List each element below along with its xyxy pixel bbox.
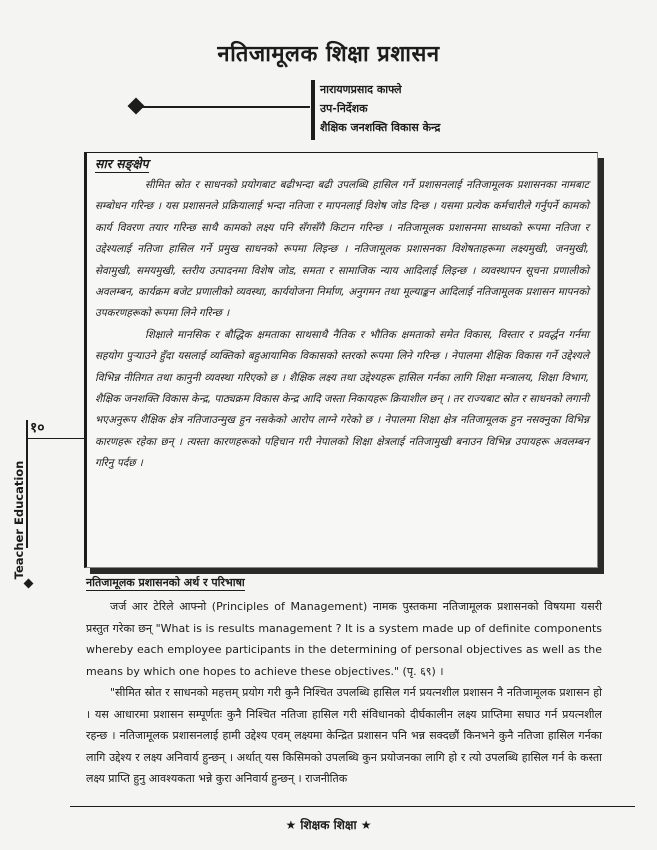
page-number: १० bbox=[30, 420, 45, 436]
footer-rule bbox=[70, 806, 635, 807]
page-number-rule bbox=[26, 438, 86, 439]
author-block bbox=[320, 80, 440, 137]
abstract-box bbox=[84, 152, 598, 568]
author-bar bbox=[311, 80, 315, 140]
abstract-paragraph: सीमित स्रोत र साधनको प्रयोगबाट बढीभन्दा बढी उपलब्धि हासिल गर्ने प्रशासनलाई नतिजामूलक प्रशासनका नामबाट सम्बोधन गरिन्छ । यस प्रशासनले प्रक्रियालाई भन्दा नतिजा र मापनलाई विशेष जोड दिन्छ । यसमा प्रत्येक कर्मचारीले गर्नुपर्ने कामको कार्य विवरण तयार गरिन्छ साथै कामको लक्ष्य पनि सँगसँगै किटान गरिन्छ । नतिजामूलक प्रशासनमा साध्यको रूपमा नतिजा र उद्देश्यलाई नतिजा हासिल गर्ने प्रमुख साधनको रूपमा लिइन्छ । नतिजामूलक प्रशासनका विशेषताहरूमा लक्ष्यमुखी, जनमुखी, सेवामुखी, समयमुखी, स्तरीय उत्पादनमा विशेष जोड, समता र सामाजिक न्याय आदिलाई लिइन्छ । व्यवस्थापन सूचना प्रणालीको अवलम्बन, कार्यक्रम बजेट प्रणालीको व्यवस्था, कार्ययोजना निर्माण, अनुगमन तथा मूल्याङ्कन आदिलाई नतिजामूलक प्रशासन मापनको उपकरणहरूको रूपमा लिने गरिन्छ । bbox=[95, 179, 589, 320]
section-body bbox=[86, 596, 602, 790]
author-rule bbox=[138, 106, 310, 108]
author-position: उप-निर्देशक bbox=[320, 102, 368, 115]
footer-publication: ★ शिक्षक शिक्षा ★ bbox=[285, 818, 372, 832]
body-paragraph: जर्ज आर टेरिले आफ्नो (Principles of Management) नामक पुस्तकमा नतिजामूलक प्रशासनको विषयमा यसरी प्रस्तुत गरेका छन् "What is is results management ? It is a system made up of definite components whereby each employee participants in the determining of personal objectives as well as the means by which one hopes to achieve these objectives." (पृ. ६९) । bbox=[86, 600, 602, 678]
section-heading: नतिजामूलक प्रशासनको अर्थ र परिभाषा bbox=[86, 576, 245, 589]
abstract-heading: सार सङ्क्षेप bbox=[95, 156, 149, 171]
author-name: नारायणप्रसाद काफ्ले bbox=[320, 83, 402, 96]
journal-side-label: Teacher Education bbox=[12, 460, 26, 580]
body-paragraph: "सीमित स्रोत र साधनको महत्तम् प्रयोग गरी कुनै निश्चित उपलब्धि हासिल गर्न प्रयत्नशील प्रशासन नै नतिजामूलक प्रशासन हो । यस आधारमा प्रशासन सम्पूर्णतः कुनै निश्चित नतिजा हासिल गरी संविधानको दीर्घकालीन लक्ष्य प्राप्तिमा सघाउ गर्न प्रयत्नशील रहन्छ । नतिजामूलक प्रशासनलाई हामी उद्देश्य एवम् लक्ष्यमा केन्द्रित प्रशासन पनि भन्न सक्दछौं किनभने कुनै नतिजा हासिल गर्नका लागि उद्देश्य र लक्ष्य अनिवार्य हुन्छन् । अर्थात् यस किसिमको उपलब्धि कुन प्रयोजनका लागि हो र त्यो उपलब्धि हासिल गर्न के कस्ता लक्ष्य प्राप्ति हुनु आवश्यकता भन्ने कुरा अनिवार्य हुन्छन् । राजनीतिक bbox=[86, 686, 602, 785]
abstract-paragraph: शिक्षाले मानसिक र बौद्धिक क्षमताका साथसाथै नैतिक र भौतिक क्षमताको समेत विकास, विस्तार र प्रवर्द्धन गर्नमा सहयोग पुऱ्याउने हुँदा यसलाई व्यक्तिको बहुआयामिक विकासको स्तरको रूपमा लिने गरिन्छ । नेपालमा शैक्षिक विकास गर्ने उद्देश्यले विभिन्न नीतिगत तथा कानुनी व्यवस्था गरिएको छ । शैक्षिक लक्ष्य तथा उद्देश्यहरू हासिल गर्नका लागि शिक्षा मन्त्रालय, शिक्षा विभाग, शैक्षिक जनशक्ति विकास केन्द्र, पाठ्यक्रम विकास केन्द्र आदि जस्ता निकायहरू क्रियाशील छन् । तर राज्यबाट स्रोत र साधनको लगानी भएअनुरूप शैक्षिक क्षेत्र नतिजाउन्मुख हुन नसकेको आरोप लाग्ने गरेको छ । नेपालमा शिक्षा क्षेत्र नतिजामूलक हुन नसक्नुका विभिन्न कारणहरू रहेका छन् । त्यस्ता कारणहरूको पहिचान गरी नेपालको शिक्षा क्षेत्रलाई नतिजामुखी बनाउन विभिन्न उपायहरू अवलम्बन गरिनु पर्दछ । bbox=[95, 328, 589, 470]
abstract-body bbox=[95, 175, 589, 475]
article-title: नतिजामूलक शिक्षा प्रशासन bbox=[217, 42, 440, 67]
author-organization: शैक्षिक जनशक्ति विकास केन्द्र bbox=[320, 121, 441, 134]
